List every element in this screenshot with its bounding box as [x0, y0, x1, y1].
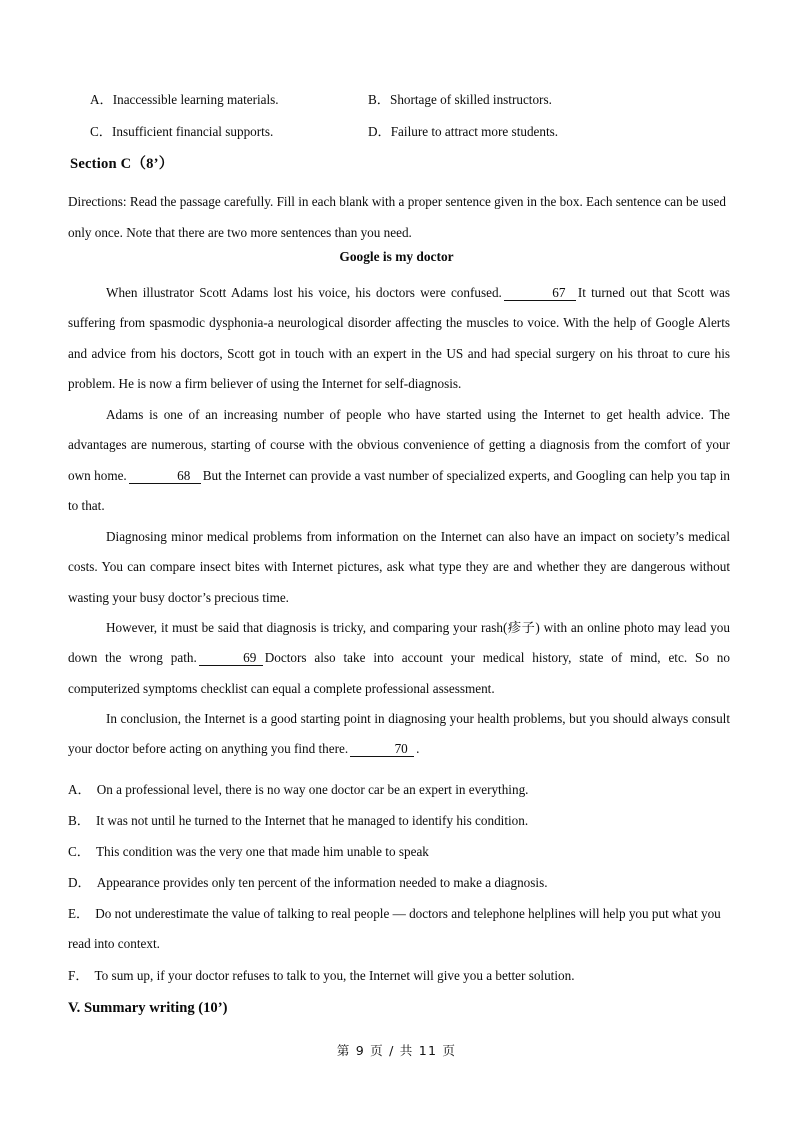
sentence-option-e-text: Do not underestimate the value of talking to real people — doctors and telephone helplines will help you put what you read into context. — [68, 906, 721, 952]
answer-blank-70[interactable]: 70 — [350, 742, 414, 757]
sentence-option-a-label: A． — [68, 782, 91, 797]
passage-paragraph-4 — [68, 613, 730, 704]
sentence-option-d-label: D． — [68, 875, 91, 890]
mc-option-c-text: Insufficient financial supports. — [111, 124, 274, 139]
passage-paragraph-5 — [68, 704, 730, 765]
mc-row-cd — [68, 124, 728, 140]
paragraph-1-part2: It turned out that Scott was suffering from spasmodic dysphonia-a neurological disorder affecting the muscles to voice. With the help of Google Alerts and advice from his doctors, Scott got in touch with an expert in the US and had special surgery on his throat to cure his problem. He is now a firm believer of using the Internet for self-diagnosis. — [68, 285, 730, 392]
mc-row-ab — [68, 92, 728, 108]
mc-option-a-label: A． — [90, 92, 113, 107]
mc-option-c — [68, 124, 358, 140]
answer-blank-68[interactable]: 68 — [129, 469, 201, 484]
answer-blank-67[interactable]: 67 — [504, 286, 576, 301]
mc-option-d — [358, 124, 668, 140]
sentence-option-e — [68, 899, 738, 960]
paragraph-2-part1: Adams is one of an increasing number of people who have started using the Internet to get health advice. The advantages are numerous, starting of course with the obvious convenience of getting a diagnosis from the comfort of your own home. — [68, 407, 730, 483]
section-c-directions: Directions: Read the passage carefully. Fill in each blank with a proper sentence given in the box. Each sentence can be used only once. Note that there are two more sentences than you need. — [68, 194, 726, 240]
page-footer: 第 9 页 / 共 11 页 — [336, 1043, 457, 1058]
sentence-option-c-label: C． — [68, 844, 90, 859]
sentence-option-c-text: This condition was the very one that made him unable to speak — [95, 844, 429, 859]
sentence-option-a — [68, 775, 738, 805]
sentence-option-d — [68, 868, 738, 898]
passage-paragraph-3 — [68, 522, 730, 613]
mc-option-a-text: Inaccessible learning materials. — [112, 92, 279, 107]
paragraph-5-part1: In conclusion, the Internet is a good starting point in diagnosing your health problems, but you should always consult your doctor before acting on anything you find there. — [68, 711, 730, 757]
sentence-option-b-label: B． — [68, 813, 90, 828]
sentence-option-e-label: E． — [68, 906, 90, 921]
passage-title: Google is my doctor — [339, 249, 454, 264]
mc-option-b — [358, 92, 668, 108]
paragraph-1-part1: When illustrator Scott Adams lost his voice, his doctors were confused. — [106, 285, 502, 300]
paragraph-2-part2: But the Internet can provide a vast number of specialized experts, and Googling can help you tap in to that. — [68, 467, 730, 514]
answer-blank-69[interactable]: 69 — [199, 651, 263, 666]
mc-option-c-label: C． — [90, 124, 112, 139]
sentence-option-b-text: It was not until he turned to the Internet that he managed to identify his condition. — [95, 813, 529, 828]
passage-paragraph-2 — [68, 400, 730, 522]
mc-option-b-label: B． — [368, 92, 390, 107]
paragraph-4-part2: Doctors also take into account your medical history, state of mind, etc. So no computerized symptoms checklist can equal a complete professional assessment. — [68, 650, 730, 696]
section-v-heading: V. Summary writing (10’) — [68, 1000, 228, 1016]
sentence-option-f-text: To sum up, if your doctor refuses to talk to you, the Internet will give you a better solution. — [94, 968, 575, 983]
mc-option-d-text: Failure to attract more students. — [390, 124, 559, 139]
passage-paragraph-1 — [68, 278, 730, 400]
sentence-option-f — [68, 961, 738, 991]
mc-option-a — [68, 92, 358, 108]
mc-option-b-text: Shortage of skilled instructors. — [389, 92, 552, 107]
sentence-option-d-text: Appearance provides only ten percent of the information needed to make a diagnosis. — [96, 875, 548, 890]
sentence-option-c — [68, 837, 738, 867]
paragraph-3-part1: Diagnosing minor medical problems from information on the Internet can also have an impact on society’s medical costs. You can compare insect bites with Internet pictures, ask what type they are and whether they are dangerous without wasting your busy doctor’s precious time. — [68, 529, 730, 605]
mc-option-d-label: D． — [368, 124, 391, 139]
paragraph-5-part2: . — [416, 741, 420, 757]
sentence-option-a-text: On a professional level, there is no way one doctor car be an expert in everything. — [96, 782, 529, 797]
section-c-heading: Section C（8’） — [70, 156, 174, 172]
sentence-option-b — [68, 806, 738, 836]
sentence-option-f-label: F． — [68, 968, 89, 983]
paragraph-4-part1: However, it must be said that diagnosis is tricky, and comparing your rash(疹子) with an online photo may lead you down the wrong path. — [68, 620, 730, 666]
